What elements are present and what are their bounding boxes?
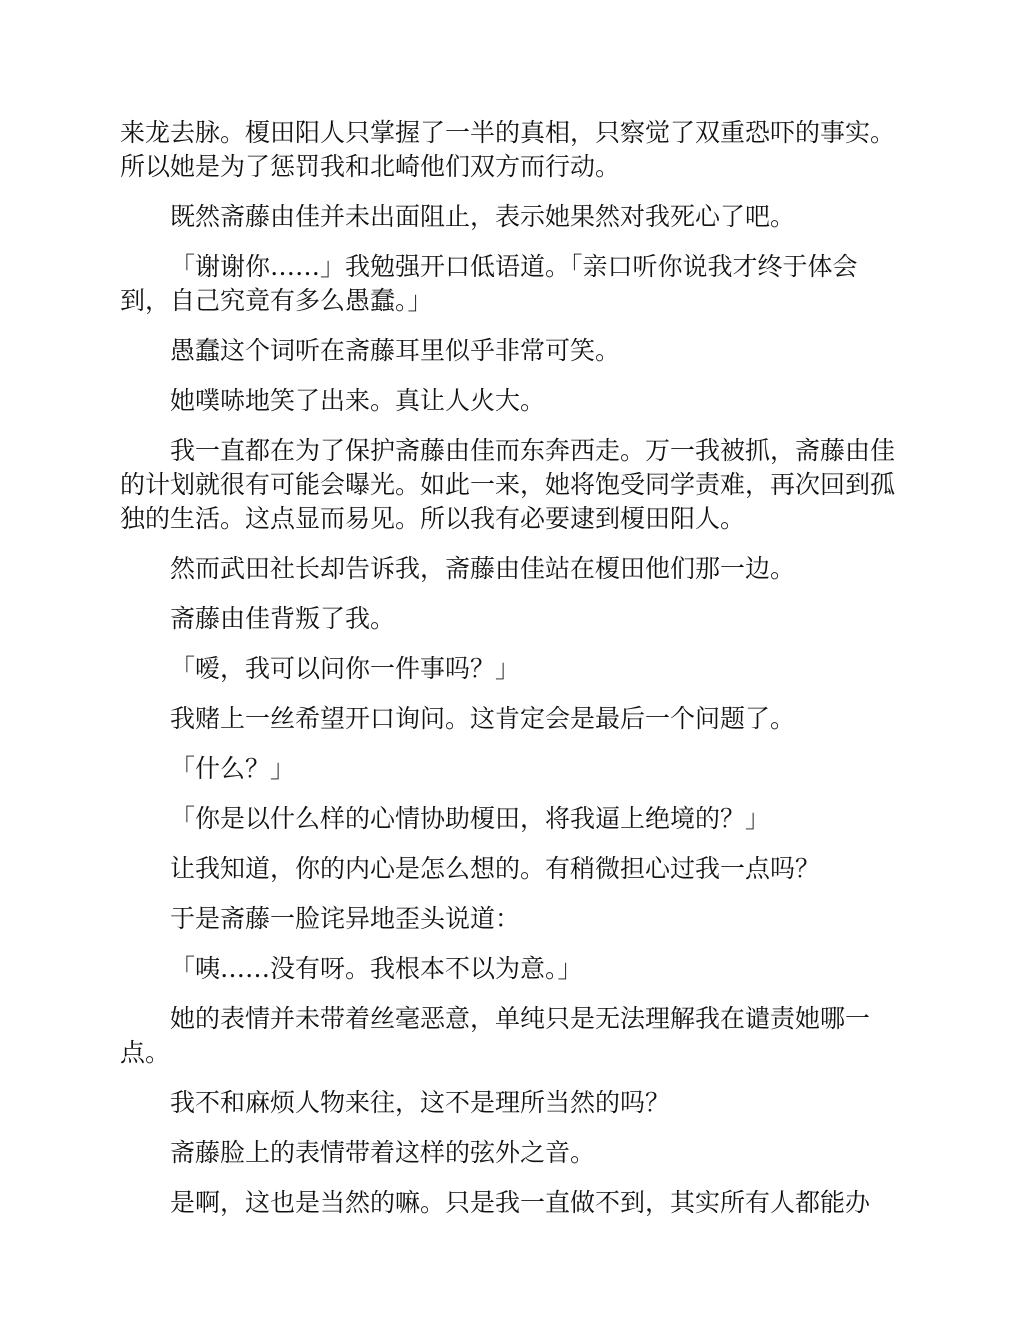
text-line: 斋藤脸上的表情带着这样的弦外之音。: [170, 1138, 596, 1167]
text-line: 「咦……没有呀。我根本不以为意。」: [170, 954, 583, 983]
paragraph: [120, 1136, 900, 1170]
paragraph: [120, 116, 900, 184]
text-line: 「你是以什么样的心情协助榎田，将我逼上绝境的？」: [170, 804, 771, 833]
body-text: [120, 116, 900, 1220]
text-line: 然而武田社长却告诉我，斋藤由佳站在榎田他们那一边。: [170, 554, 796, 583]
text-line: 「嗳，我可以问你一件事吗？」: [170, 654, 521, 683]
text-line: 到，自己究竟有多么愚蠢。」: [120, 286, 433, 315]
text-line: 既然斋藤由佳并未出面阻止，表示她果然对我死心了吧。: [170, 202, 796, 231]
paragraph: [120, 702, 900, 736]
paragraph: [120, 434, 900, 536]
text-line: 「什么？」: [170, 754, 296, 783]
text-line: 她的表情并未带着丝毫恶意，单纯只是无法理解我在谴责她哪一: [170, 1004, 871, 1033]
paragraph: [120, 250, 900, 318]
paragraph: [120, 200, 900, 234]
text-line: 我不和麻烦人物来往，这不是理所当然的吗？: [170, 1088, 671, 1117]
paragraph: [120, 552, 900, 586]
text-line: 独的生活。这点显而易见。所以我有必要逮到榎田阳人。: [120, 504, 746, 533]
paragraph: [120, 1002, 900, 1070]
text-line: 她噗哧地笑了出来。真让人火大。: [170, 386, 546, 415]
text-line: 「谢谢你……」我勉强开口低语道。「亲口听你说我才终于体会: [170, 252, 858, 281]
document-page: [120, 116, 900, 1220]
text-line: 我一直都在为了保护斋藤由佳而东奔西走。万一我被抓，斋藤由佳: [170, 436, 896, 465]
paragraph: [120, 384, 900, 418]
text-line: 我赌上一丝希望开口询问。这肯定会是最后一个问题了。: [170, 704, 796, 733]
paragraph: [120, 952, 900, 986]
text-line: 来龙去脉。榎田阳人只掌握了一半的真相，只察觉了双重恐吓的事实。: [120, 118, 896, 147]
paragraph: [120, 1186, 900, 1220]
text-line: 所以她是为了惩罚我和北崎他们双方而行动。: [120, 152, 621, 181]
text-line: 愚蠢这个词听在斋藤耳里似乎非常可笑。: [170, 336, 621, 365]
paragraph: [120, 802, 900, 836]
text-line: 的计划就很有可能会曝光。如此一来，她将饱受同学责难，再次回到孤: [120, 470, 896, 499]
paragraph: [120, 334, 900, 368]
text-line: 点。: [120, 1038, 171, 1067]
text-line: 让我知道，你的内心是怎么想的。有稍微担心过我一点吗？: [170, 854, 821, 883]
paragraph: [120, 1086, 900, 1120]
text-line: 斋藤由佳背叛了我。: [170, 604, 396, 633]
paragraph: [120, 902, 900, 936]
paragraph: [120, 602, 900, 636]
paragraph: [120, 652, 900, 686]
text-line: 是啊，这也是当然的嘛。只是我一直做不到，其实所有人都能办: [170, 1188, 871, 1217]
paragraph: [120, 752, 900, 786]
paragraph: [120, 852, 900, 886]
text-line: 于是斋藤一脸诧异地歪头说道：: [170, 904, 521, 933]
